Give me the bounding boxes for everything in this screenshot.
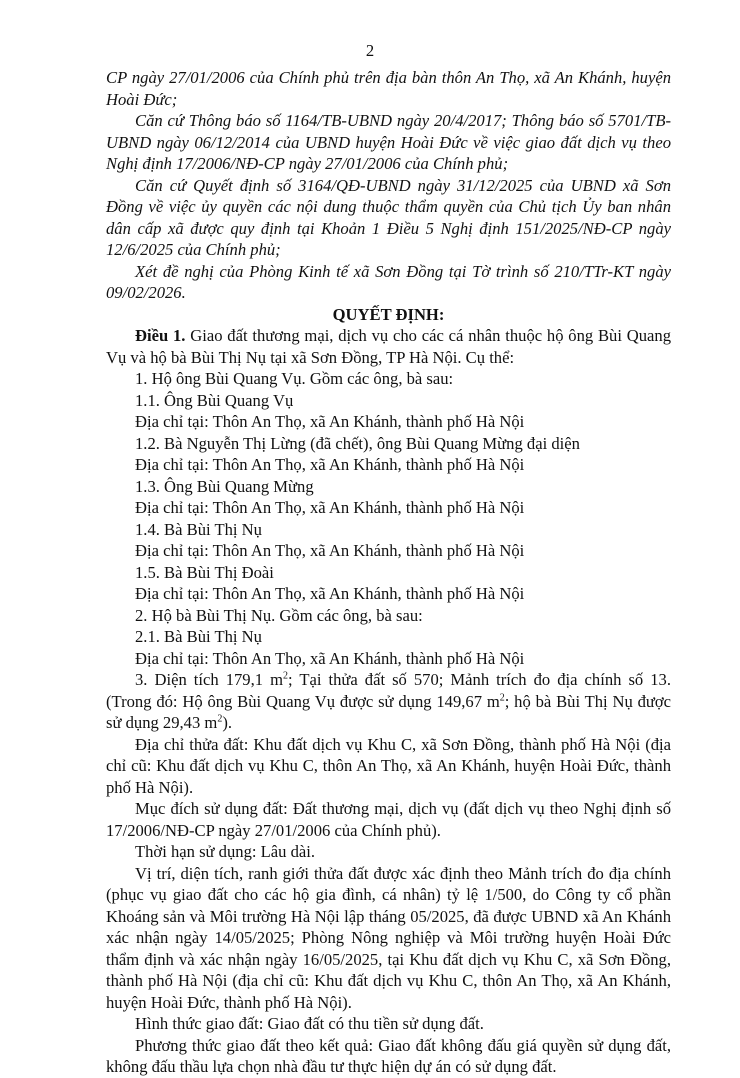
person-address: Địa chỉ tại: Thôn An Thọ, xã An Khánh, thành phố Hà Nội	[135, 648, 525, 668]
household-1-title: 1. Hộ ông Bùi Quang Vụ. Gồm các ông, bà sau:	[135, 369, 454, 388]
person-1-3: 1.3. Ông Bùi Quang Mừng	[135, 476, 314, 496]
area-unit-sup: 2	[282, 670, 288, 682]
person-1-4: 1.4. Bà Bùi Thị Nụ	[135, 519, 262, 539]
household-2-title: 2. Hộ bà Bùi Thị Nụ. Gồm các ông, bà sau:	[135, 605, 423, 625]
land-area	[106, 669, 671, 734]
area-text-3: ; hộ bà Bùi Thị Nụ được sử dụng 29,43 m	[106, 691, 671, 732]
person-address: Địa chỉ tại: Thôn An Thọ, xã An Khánh, thành phố Hà Nội	[135, 498, 525, 517]
person-address: Địa chỉ tại: Thôn An Thọ, xã An Khánh, thành phố Hà Nội	[135, 541, 525, 560]
area-unit-sup: 2	[217, 713, 223, 725]
page-number: 2	[365, 41, 375, 60]
document-body	[106, 67, 671, 1078]
person-2-1: 2.1. Bà Bùi Thị Nụ	[135, 627, 262, 646]
area-unit-sup: 2	[499, 691, 505, 703]
land-address: Địa chỉ thửa đất: Khu đất dịch vụ Khu C, xã Sơn Đồng, thành phố Hà Nội (địa chỉ cũ: Khu đất dịch vụ Khu C, thôn An Thọ, xã An Khánh, huyện Hoài Đức, thành phố Hà Nội).	[106, 734, 671, 797]
article-1	[106, 325, 671, 368]
area-text-2: ; Tại thửa đất số 570; Mảnh trích đo địa chính số 13. (Trong đó: Hộ ông Bùi Quang Vụ được sử dụng 149,67 m	[106, 670, 671, 711]
person-address: Địa chỉ tại: Thôn An Thọ, xã An Khánh, thành phố Hà Nội	[135, 584, 525, 603]
proposal-basis: Xét đề nghị của Phòng Kinh tế xã Sơn Đồng tại Tờ trình số 210/TTr-KT ngày 09/02/2026.	[106, 261, 671, 302]
allocation-form: Hình thức giao đất: Giao đất có thu tiền sử dụng đất.	[135, 1014, 484, 1033]
land-location: Vị trí, diện tích, ranh giới thửa đất được xác định theo Mảnh trích đo địa chính (phục vụ giao đất cho các hộ gia đình, cá nhân) tỷ lệ 1/500, do Công ty cổ phần Khoáng sản và Môi trường Hà Nội lập tháng 05/2025, đã được UBND xã An Khánh xác nhận ngày 14/05/2025; Phòng Nông nghiệp và Môi trường huyện Hoài Đức thẩm định và xác nhận ngày 16/05/2025, tại Khu đất dịch vụ Khu C, xã Sơn Đồng, thành phố Hà Nội (địa chỉ cũ: Khu đất dịch vụ Khu C, thôn An Thọ, xã An Khánh, huyện Hoài Đức, thành phố Hà Nội).	[106, 863, 671, 1012]
article-1-text: Giao đất thương mại, dịch vụ cho các cá nhân thuộc hộ ông Bùi Quang Vụ và hộ bà Bùi Thị Nụ tại xã Sơn Đồng, TP Hà Nội. Cụ thể:	[106, 326, 672, 367]
person-1-2: 1.2. Bà Nguyễn Thị Lừng (đã chết), ông Bùi Quang Mừng đại diện	[135, 433, 580, 453]
land-purpose: Mục đích sử dụng đất: Đất thương mại, dịch vụ (đất dịch vụ theo Nghị định số 17/2006/NĐ-CP ngày 27/01/2006 của Chính phủ).	[106, 799, 671, 840]
person-1-1: 1.1. Ông Bùi Quang Vụ	[135, 390, 294, 410]
person-address: Địa chỉ tại: Thôn An Thọ, xã An Khánh, thành phố Hà Nội	[135, 412, 525, 431]
article-1-label: Điều 1.	[135, 326, 186, 345]
person-1-5: 1.5. Bà Bùi Thị Đoài	[135, 562, 274, 582]
legal-basis-notice: Căn cứ Thông báo số 1164/TB-UBND ngày 20/4/2017; Thông báo số 5701/TB-UBND ngày 06/12/2014 của UBND huyện Hoài Đức về việc giao đất dịch vụ theo Nghị định 17/2006/NĐ-CP ngày 27/01/2006 của Chính phủ;	[106, 111, 671, 173]
area-text-4: ).	[222, 713, 233, 732]
person-address: Địa chỉ tại: Thôn An Thọ, xã An Khánh, thành phố Hà Nội	[135, 455, 525, 474]
decision-heading: QUYẾT ĐỊNH:	[332, 304, 445, 324]
area-text-1: 3. Diện tích 179,1 m	[135, 670, 283, 689]
land-term: Thời hạn sử dụng: Lâu dài.	[135, 842, 315, 861]
preamble-continuation: CP ngày 27/01/2006 của Chính phủ trên địa bàn thôn An Thọ, xã An Khánh, huyện Hoài Đức;	[106, 68, 671, 109]
allocation-method: Phương thức giao đất theo kết quả: Giao đất không đấu giá quyền sử dụng đất, không đấu thầu lựa chọn nhà đầu tư thực hiện dự án có sử dụng đất.	[106, 1035, 671, 1076]
legal-basis-decision: Căn cứ Quyết định số 3164/QĐ-UBND ngày 31/12/2025 của UBND xã Sơn Đồng về việc ủy quyền các nội dung thuộc thẩm quyền của Chủ tịch Ủy ban nhân dân cấp xã được quy định tại Khoản 1 Điều 5 Nghị định 151/2025/NĐ-CP ngày 12/6/2025 của Chính phủ;	[106, 175, 671, 259]
